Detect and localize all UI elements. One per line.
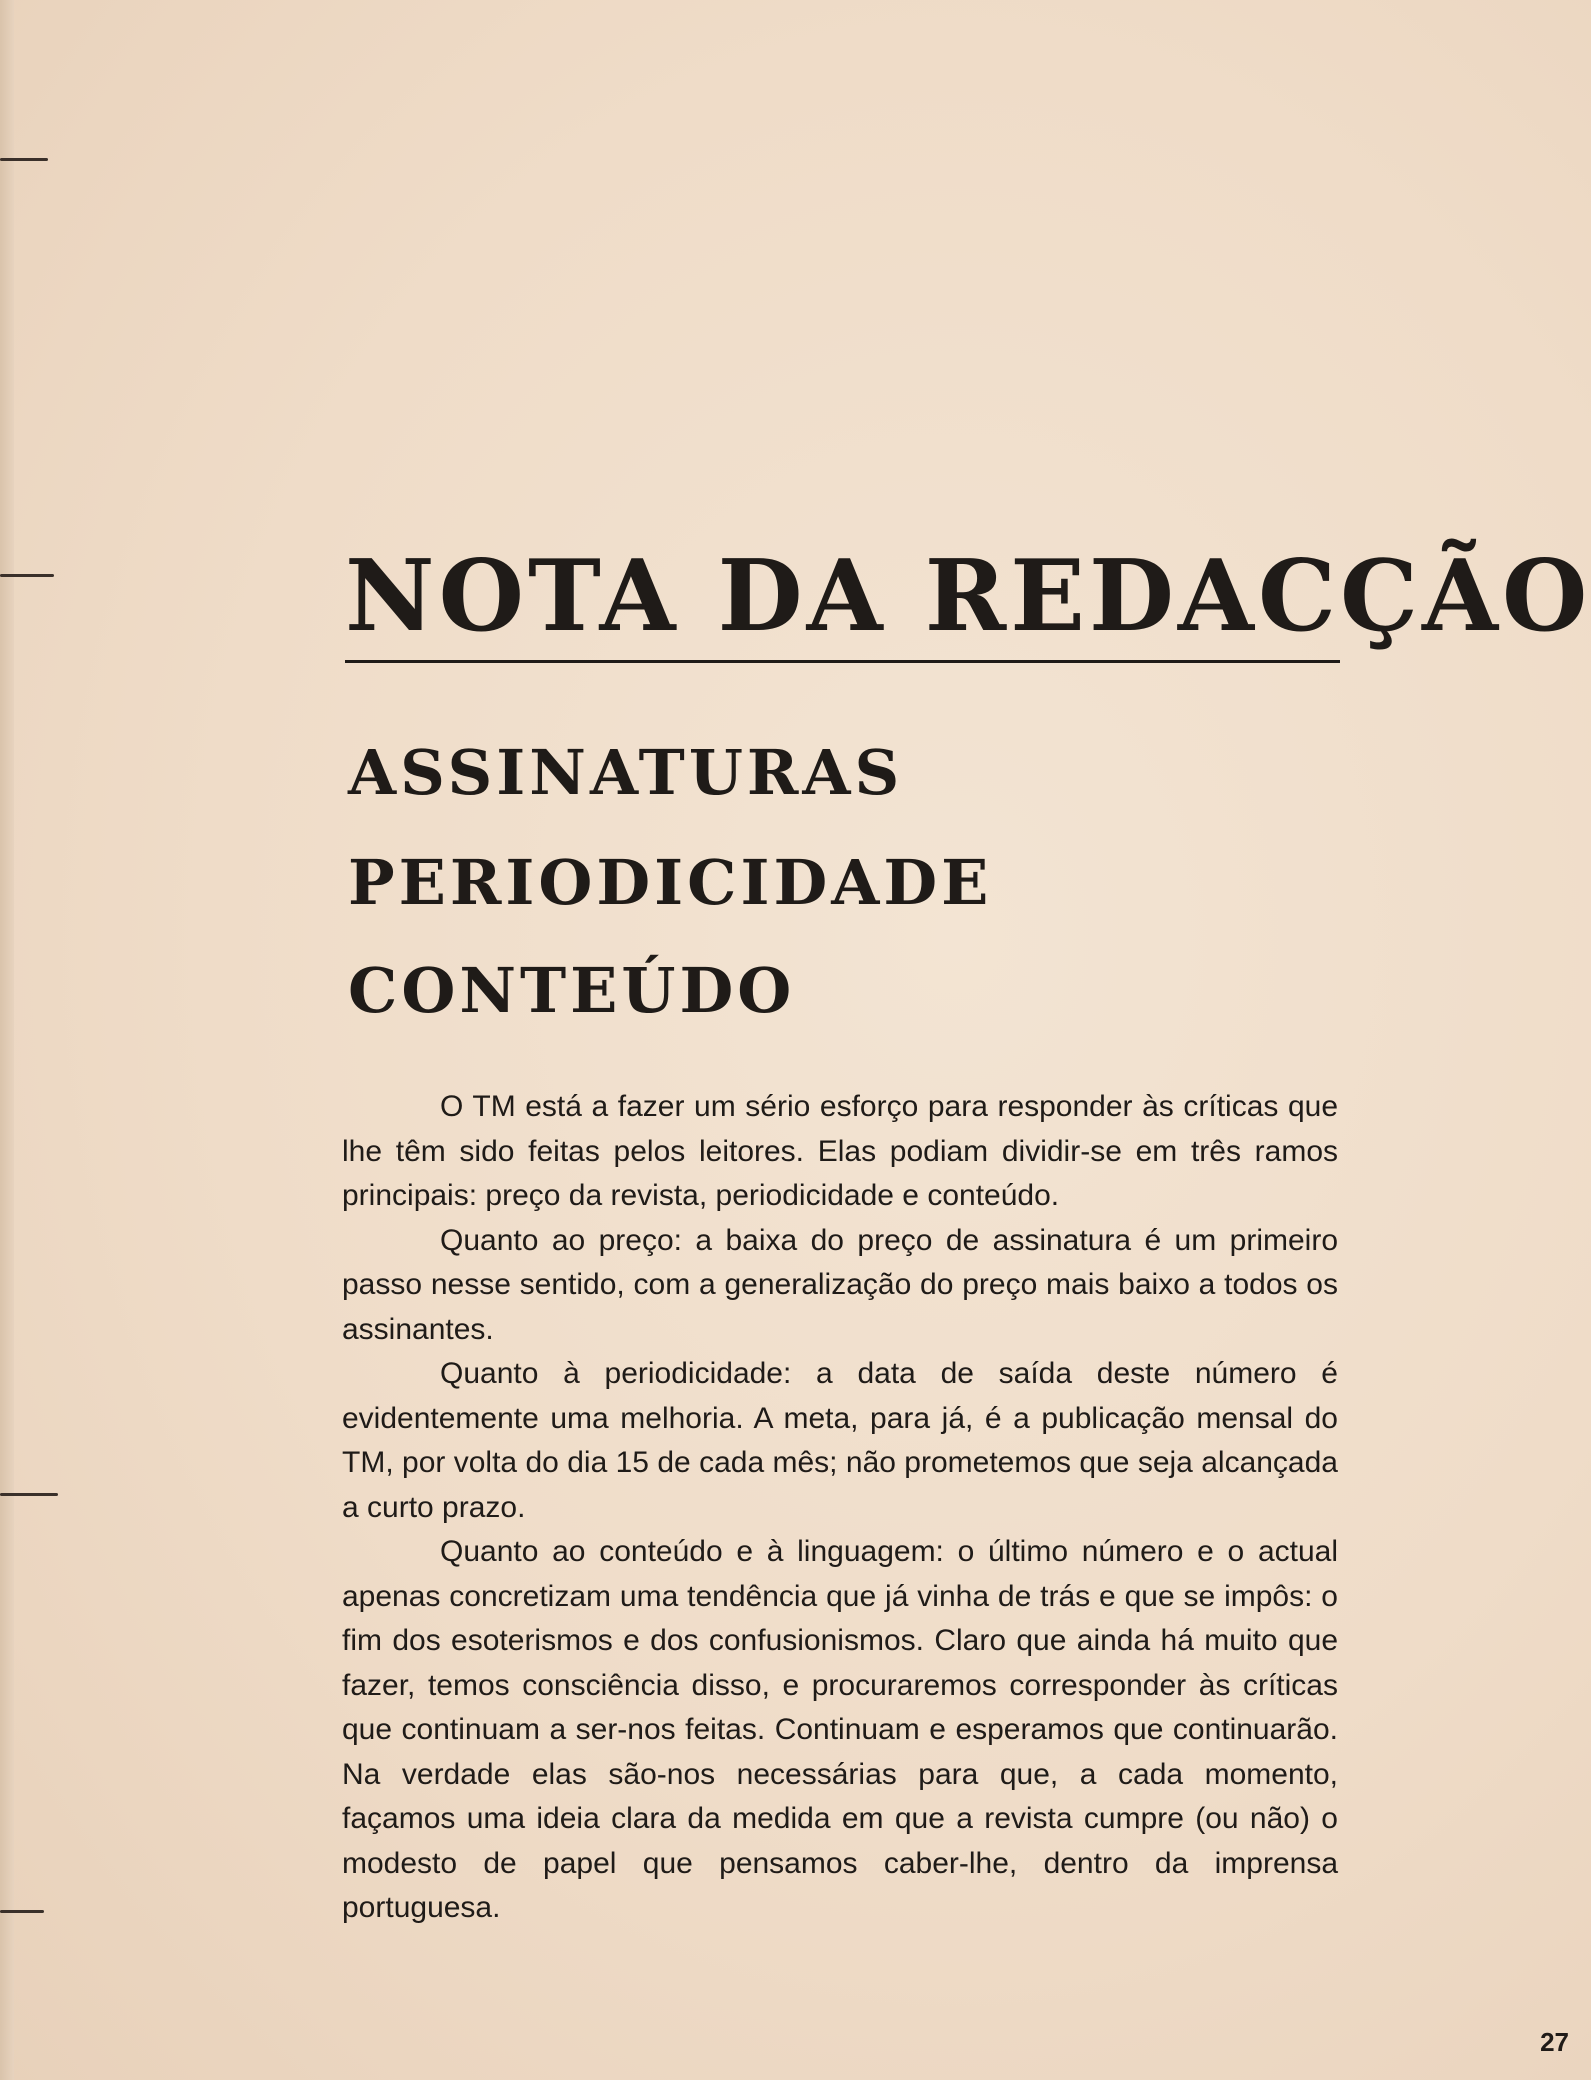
paragraph: O TM está a fazer um sério esforço para responder às críticas que lhe têm sido feitas pelos leitores. Elas podiam dividir-se em três ramos principais: preço da revista, periodicidade e conteúdo. xyxy=(342,1090,1338,1212)
binding-mark xyxy=(0,1493,58,1496)
paragraph: Quanto à periodicidade: a data de saída deste número é evidentemente uma melhoria. A meta, para já, é a publicação mensal do TM, por volta do dia 15 de cada mês; não prometemos que seja alcançada a curto prazo. xyxy=(342,1357,1338,1524)
binding-mark xyxy=(0,574,54,577)
article-title: NOTA DA REDACÇÃO xyxy=(345,539,1591,654)
page-binding-edge xyxy=(0,0,14,2080)
title-underline xyxy=(345,660,1340,663)
subtitle-periodicidade: PERIODICIDADE xyxy=(348,846,993,919)
paragraph: Quanto ao conteúdo e à linguagem: o último número e o actual apenas concretizam uma tendência que já vinha de trás e que se impôs: o fim dos esoterismos e dos confusionismos. Claro que ainda há muito que fazer, temos consciência disso, e procuraremos corresponder às críticas que continuam a ser-nos feitas. Continuam e esperamos que continuarão. Na verdade elas são-nos necessárias para que, a cada momento, façamos uma ideia clara da medida em que a revista cumpre (ou não) o modesto de papel que pensamos caber-lhe, dentro da imprensa portuguesa. xyxy=(342,1535,1338,1924)
article-body xyxy=(342,1085,1338,1931)
subtitle-assinaturas: ASSINATURAS xyxy=(348,736,904,809)
binding-mark xyxy=(0,158,48,161)
subtitle-conteudo: CONTEÚDO xyxy=(348,954,796,1027)
paragraph: Quanto ao preço: a baixa do preço de assinatura é um primeiro passo nesse sentido, com a generalização do preço mais baixo a todos os assinantes. xyxy=(342,1223,1338,1346)
binding-mark xyxy=(0,1910,44,1913)
page-number: 27 xyxy=(1540,2027,1569,2057)
